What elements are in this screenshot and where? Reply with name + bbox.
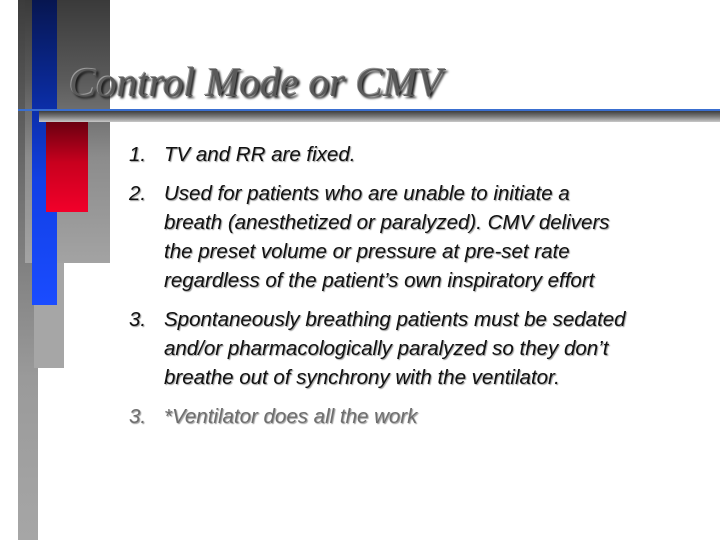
list-item-number: 2. [129,182,147,205]
list-item-number: 1. [129,143,147,166]
list-item [129,140,629,169]
list-item-note [129,402,629,431]
list-item [129,305,629,392]
list-item-text: Used for patients who are unable to initiate a breath (anesthetized or paralyzed). CMV delivers the preset volume or pressure at pre-set rate regardless of the patient’s own inspiratory effort [164,182,610,292]
title-rule-gray-bar [39,111,720,122]
list-item [129,179,629,295]
list-item-number: 3. [129,405,147,428]
list-item-text: TV and RR are fixed. [164,143,356,166]
slide-title: Control Mode or CMV [69,59,443,105]
list-item-text: Spontaneously breathing patients must be sedated and/or pharmacologically paralyzed so they don’t breathe out of synchrony with the ventilator. [164,308,626,389]
numbered-list [129,140,629,441]
list-item-text: *Ventilator does all the work [164,405,418,428]
decorative-red-bar [46,122,88,212]
list-item-number: 3. [129,308,147,331]
